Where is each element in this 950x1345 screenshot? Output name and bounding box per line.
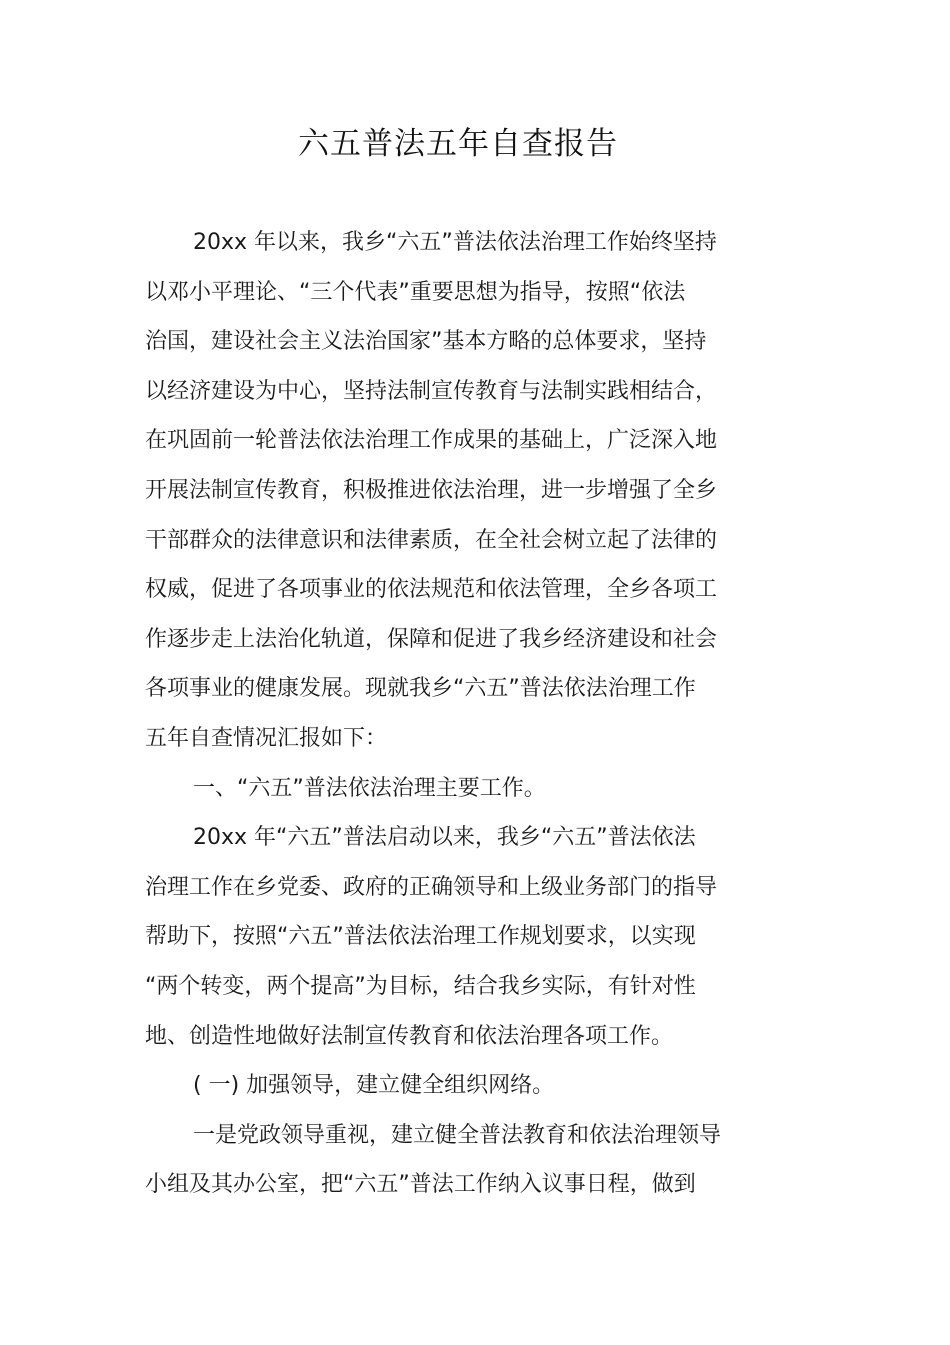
paragraph-line: 治国，建设社会主义法治国家”基本方略的总体要求，坚持 xyxy=(145,329,707,355)
paragraph-line: 干部群众的法律意识和法律素质，在全社会树立起了法律的 xyxy=(145,527,718,553)
paragraph-line: 以邓小平理论、“三个代表”重要思想为指导，按照“依法 xyxy=(145,279,686,305)
paragraph-line: 五年自查情况汇报如下： xyxy=(145,725,388,751)
paragraph-line: 20xx 年“六五”普法启动以来，我乡“六五”普法依法 xyxy=(193,825,696,851)
paragraph-line: 权威，促进了各项事业的依法规范和依法管理，全乡各项工 xyxy=(145,577,718,603)
section-heading: 一、“六五”普法依法治理主要工作。 xyxy=(193,775,546,801)
paragraph-line: 治理工作在乡党委、政府的正确领导和上级业务部门的指导 xyxy=(145,874,718,900)
paragraph-line: 各项事业的健康发展。现就我乡“六五”普法依法治理工作 xyxy=(145,676,696,702)
paragraph-line: 地、创造性地做好法制宣传教育和依法治理各项工作。 xyxy=(145,1023,674,1049)
paragraph-line: 一是党政领导重视，建立健全普法教育和依法治理领导 xyxy=(193,1122,722,1148)
paragraph-line: 帮助下，按照“六五”普法依法治理工作规划要求，以实现 xyxy=(145,924,696,950)
paragraph-line: “两个转变，两个提高”为目标，结合我乡实际，有针对性 xyxy=(145,973,696,999)
paragraph-line: 小组及其办公室，把“六五”普法工作纳入议事日程，做到 xyxy=(145,1172,696,1198)
paragraph-line: 开展法制宣传教育，积极推进依法治理，进一步增强了全乡 xyxy=(145,477,718,503)
document-body xyxy=(145,218,765,1210)
subsection-heading: ( 一) 加强领导，建立健全组织网络。 xyxy=(193,1073,555,1099)
paragraph-line: 以经济建设为中心，坚持法制宣传教育与法制实践相结合， xyxy=(145,378,718,404)
paragraph-line: 20xx 年以来，我乡“六五”普法依法治理工作始终坚持 xyxy=(193,230,717,255)
document-title: 六五普法五年自查报告 xyxy=(298,126,618,162)
paragraph-line: 作逐步走上法治化轨道，保障和促进了我乡经济建设和社会 xyxy=(145,626,718,652)
paragraph-line: 在巩固前一轮普法依法治理工作成果的基础上，广泛深入地 xyxy=(145,428,718,454)
